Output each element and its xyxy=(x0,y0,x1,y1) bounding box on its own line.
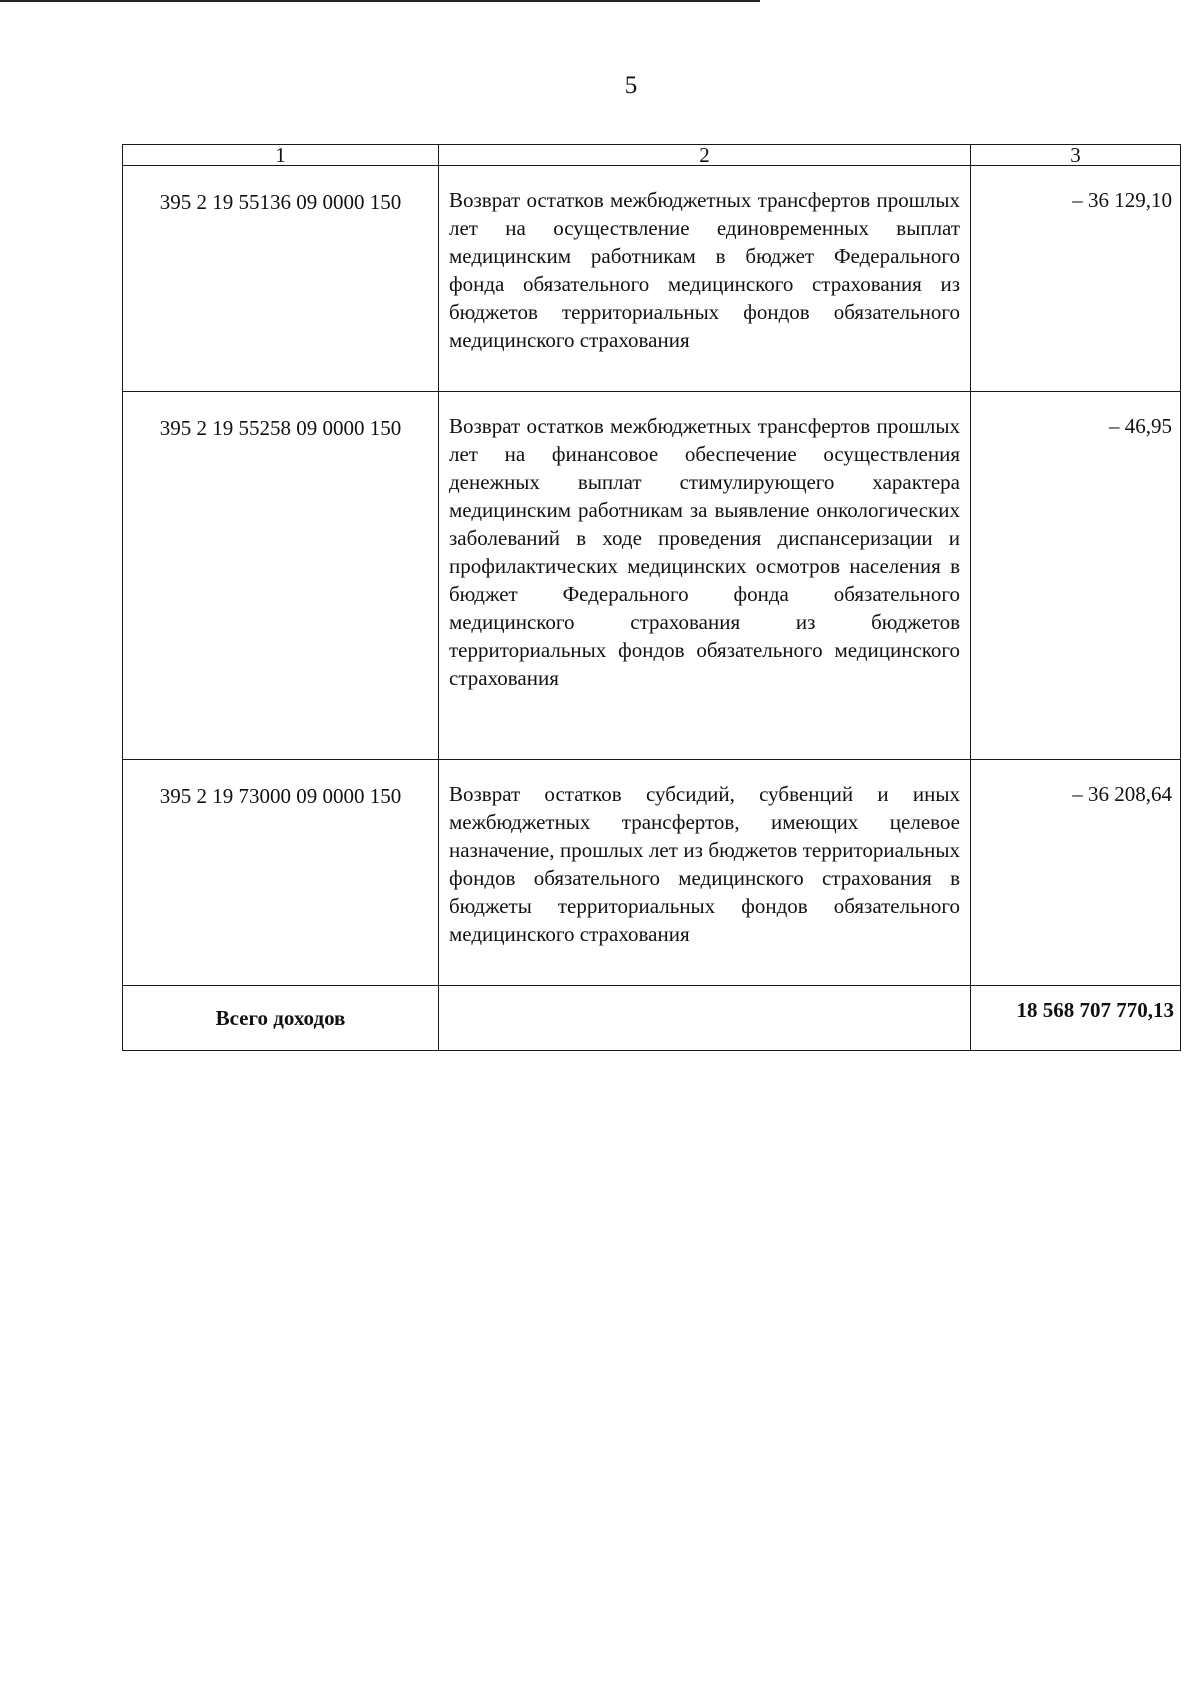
budget-code: 395 2 19 55258 09 0000 150 xyxy=(123,392,439,760)
amount-value: – 36 208,64 xyxy=(971,760,1181,986)
table-row xyxy=(123,760,1181,986)
header-col-1: 1 xyxy=(123,145,439,166)
table-header-row xyxy=(123,145,1181,166)
amount-value: – 36 129,10 xyxy=(971,166,1181,392)
total-amount: 18 568 707 770,13 xyxy=(971,986,1181,1051)
budget-code: 395 2 19 73000 09 0000 150 xyxy=(123,760,439,986)
amount-value: – 46,95 xyxy=(971,392,1181,760)
total-label: Всего доходов xyxy=(123,986,439,1051)
table-row xyxy=(123,392,1181,760)
revenue-table xyxy=(122,144,1181,1051)
revenue-description: Возврат остатков межбюджетных трансфертов прошлых лет на осуществление единовременных выплат медицинским работникам в бюджет Федерального фонда обязательного медицинского страхования из бюджетов территориальных фондов обязательного медицинского страхования xyxy=(439,166,971,392)
total-row xyxy=(123,986,1181,1051)
header-col-2: 2 xyxy=(439,145,971,166)
header-col-3: 3 xyxy=(971,145,1181,166)
revenue-description: Возврат остатков межбюджетных трансфертов прошлых лет на финансовое обеспечение осуществления денежных выплат стимулирующего характера медицинским работникам за выявление онкологических заболеваний в ходе проведения диспансеризации и профилактических медицинских осмотров населения в бюджет Федерального фонда обязательного медицинского страхования из бюджетов территориальных фондов обязательного медицинского страхования xyxy=(439,392,971,760)
revenue-description: Возврат остатков субсидий, субвенций и иных межбюджетных трансфертов, имеющих целевое назначение, прошлых лет из бюджетов территориальных фондов обязательного медицинского страхования в бюджеты территориальных фондов обязательного медицинского страхования xyxy=(439,760,971,986)
table-row xyxy=(123,166,1181,392)
budget-code: 395 2 19 55136 09 0000 150 xyxy=(123,166,439,392)
scan-edge-line xyxy=(0,0,760,2)
page-number: 5 xyxy=(624,72,638,99)
total-empty-cell xyxy=(439,986,971,1051)
